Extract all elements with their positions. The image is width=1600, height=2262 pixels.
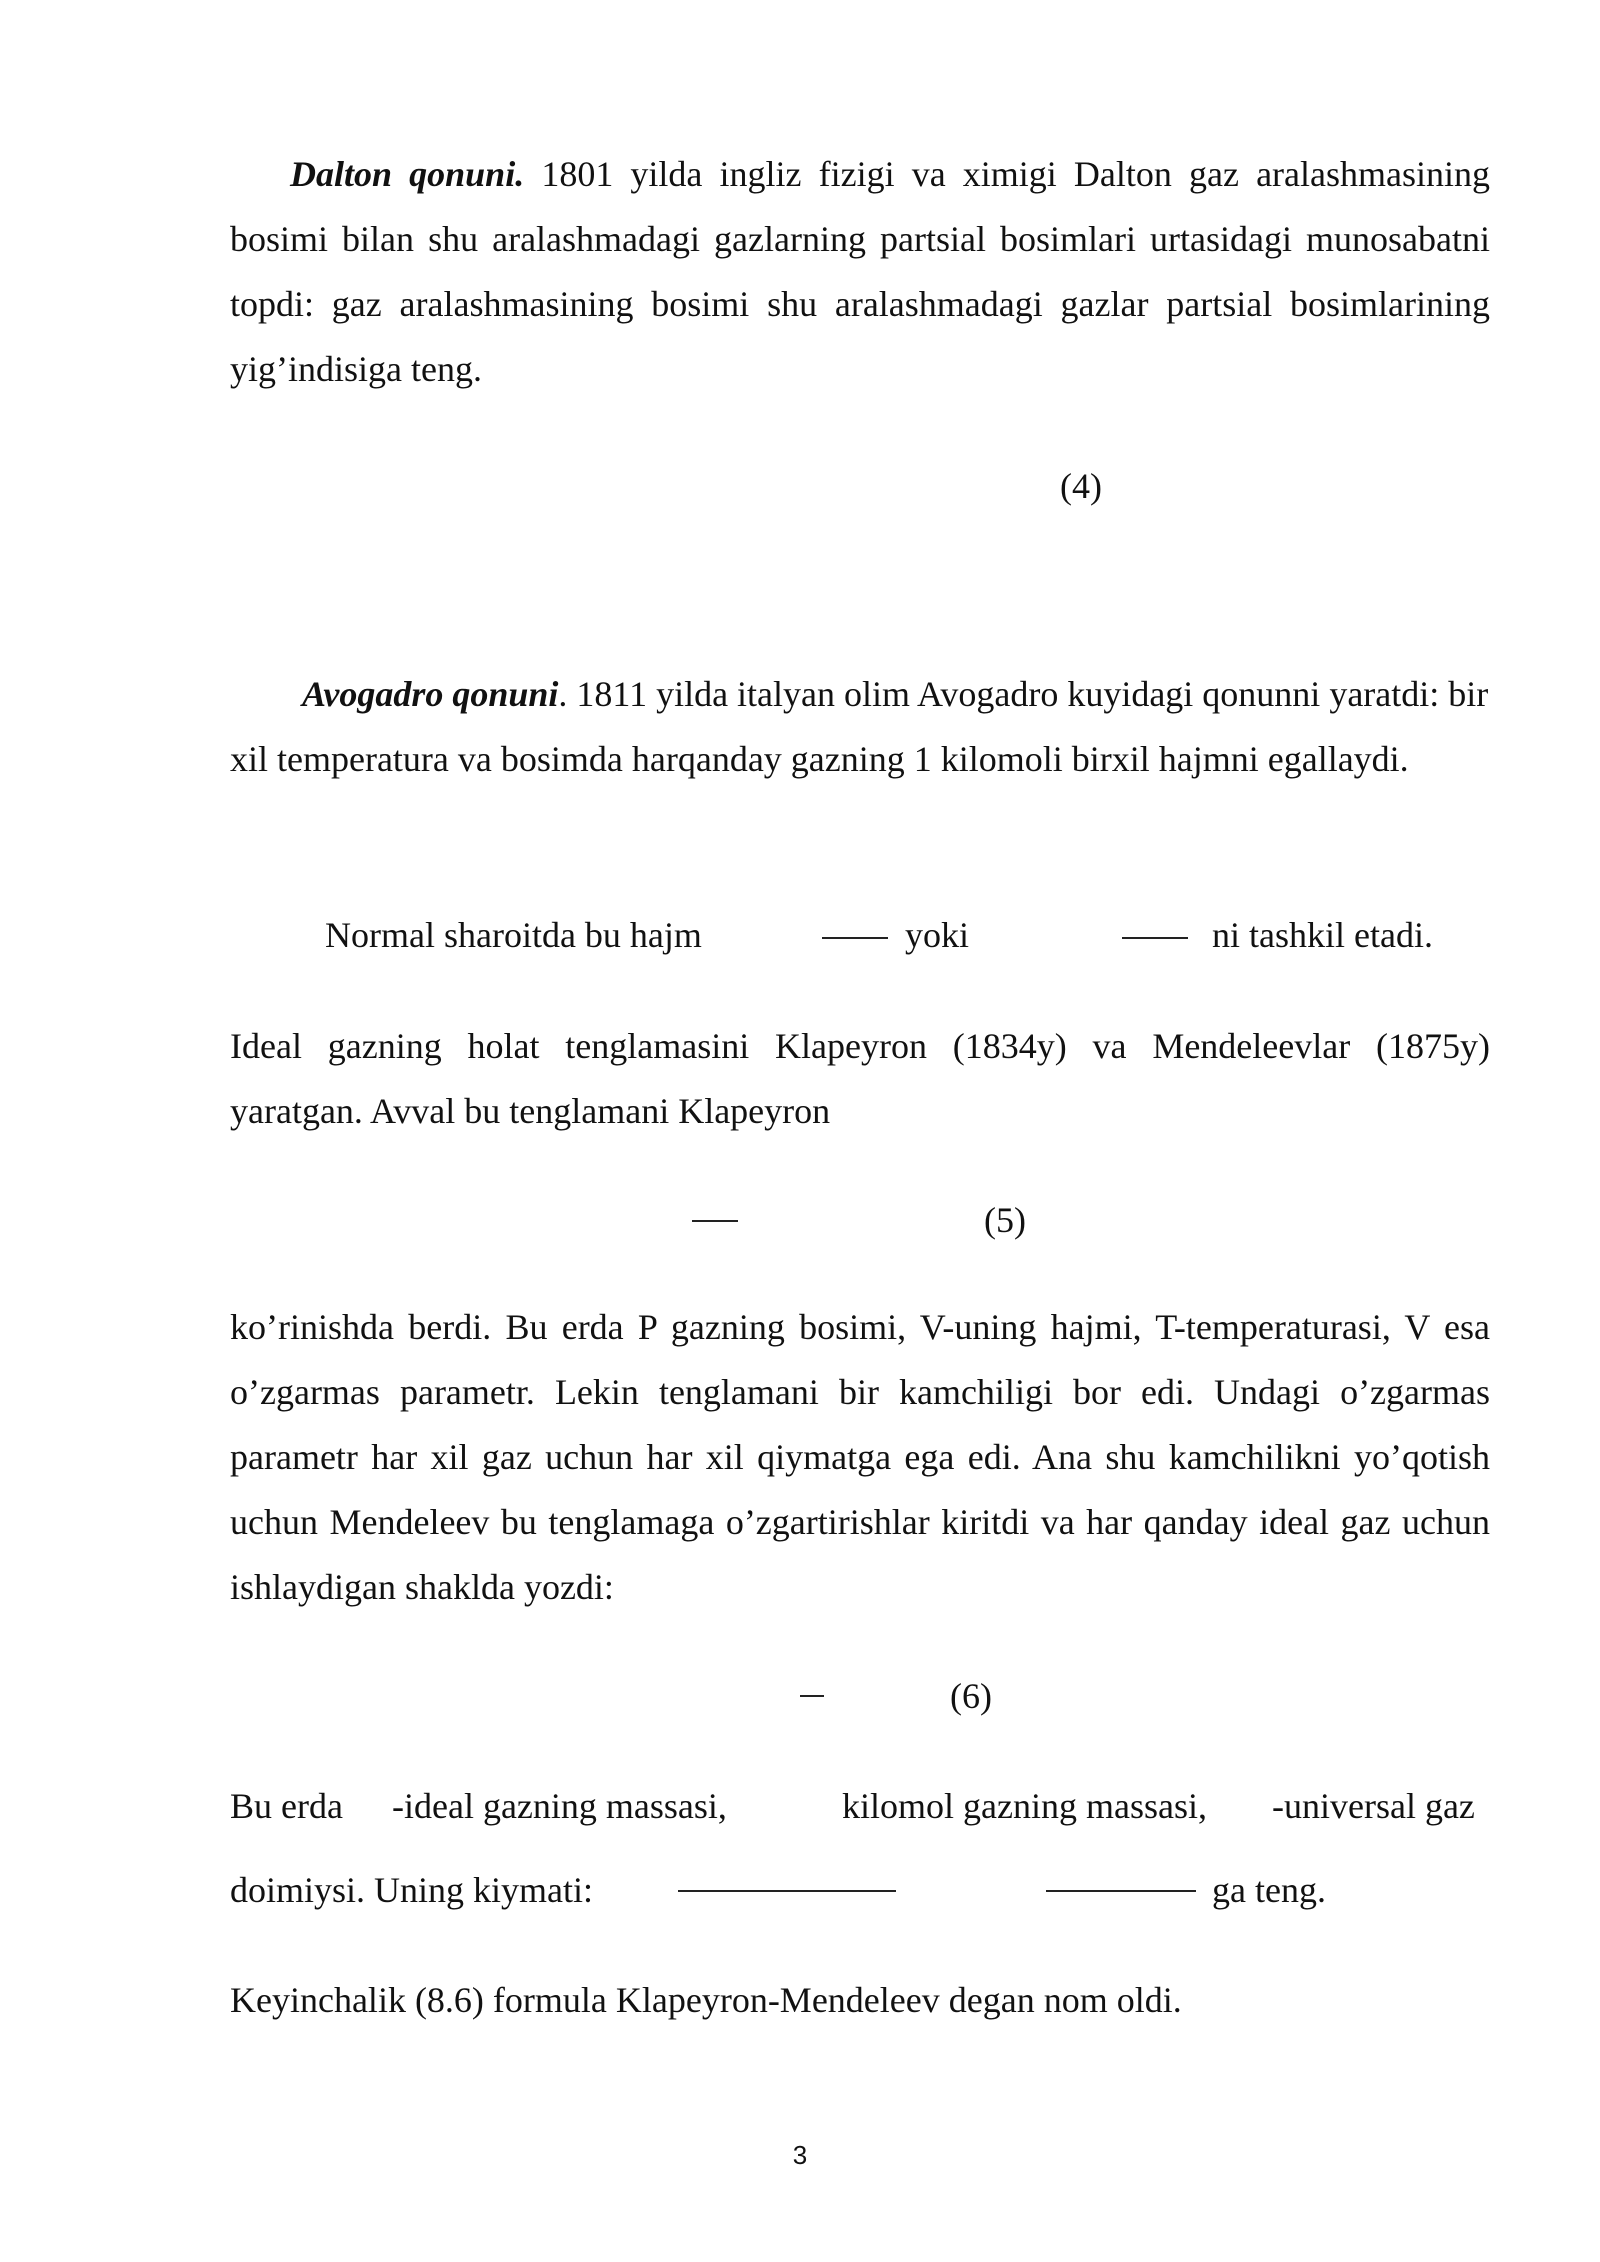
legend-part-2: -ideal gazning massasi, [392, 1786, 727, 1826]
dalton-text: 1801 yilda ingliz fizigi va ximigi Dalton gaz aralashmasining bosimi bilan shu aralashmadagi gazlarning partsial bosimlari urtasidagi munosabatni topdi: gaz aralashmasining bosimi shu aralashmadagi gazlar partsial bosimlarining yig’indisiga teng. [230, 154, 1490, 389]
fraction-bar [822, 937, 888, 939]
legend-part-3: kilomol gazning massasi, [842, 1786, 1207, 1826]
explanation-paragraph: ko’rinishda berdi. Bu erda P gazning bosimi, V-uning hajmi, T-temperaturasi, V esa o’zgarmas parametr. Lekin tenglamani bir kamchiligi bor edi. Undagi o’zgarmas parametr har xil gaz uchun har xil qiymatga ega edi. Ana shu kamchilikni yo’qotish uchun Mendeleev bu tenglamaga o’zgartirishlar kiritdi va har qanday ideal gaz uchun ishlaydigan shaklda yozdi: [230, 1307, 1490, 1607]
ideal-gas-paragraph: Ideal gazning holat tenglamasini Klapeyron (1834y) va Mendeleevlar (1875y) yaratgan. Avval bu tenglamani Klapeyron [230, 1026, 1490, 1131]
equation-number-5: (5) [984, 1200, 1026, 1240]
page-number: 3 [792, 2140, 808, 2170]
normal-conditions-suffix: ni tashkil etadi. [1212, 915, 1433, 955]
fraction-bar [692, 1220, 738, 1222]
fraction-bar [1046, 1890, 1196, 1892]
legend-part-1: Bu erda [230, 1786, 343, 1826]
avogadro-text: . 1811 yilda italyan olim Avogadro kuyidagi qonunni yaratdi: bir xil temperatura va bosimda harqanday gazning 1 kilomoli birxil hajmni egallaydi. [230, 674, 1489, 779]
avogadro-title: Avogadro qonuni [302, 674, 559, 714]
normal-conditions-or: yoki [905, 915, 970, 955]
normal-conditions-prefix: Normal sharoitda bu hajm [325, 915, 702, 955]
legend-line2-suffix: ga teng. [1212, 1870, 1326, 1910]
fraction-bar [1122, 937, 1188, 939]
legend-line2-prefix: doimiysi. Uning kiymati: [230, 1870, 594, 1910]
conclusion-text: Keyinchalik (8.6) formula Klapeyron-Mendeleev degan nom oldi. [230, 1980, 1182, 2020]
dalton-title: Dalton qonuni. [290, 154, 525, 194]
equation-number-6: (6) [950, 1676, 992, 1716]
fraction-bar [678, 1890, 896, 1892]
fraction-bar [800, 1695, 824, 1697]
avogadro-paragraph [230, 662, 1490, 792]
equation-number-4: (4) [1060, 466, 1102, 506]
legend-part-4: -universal gaz [1272, 1786, 1475, 1826]
dalton-paragraph [230, 142, 1490, 402]
